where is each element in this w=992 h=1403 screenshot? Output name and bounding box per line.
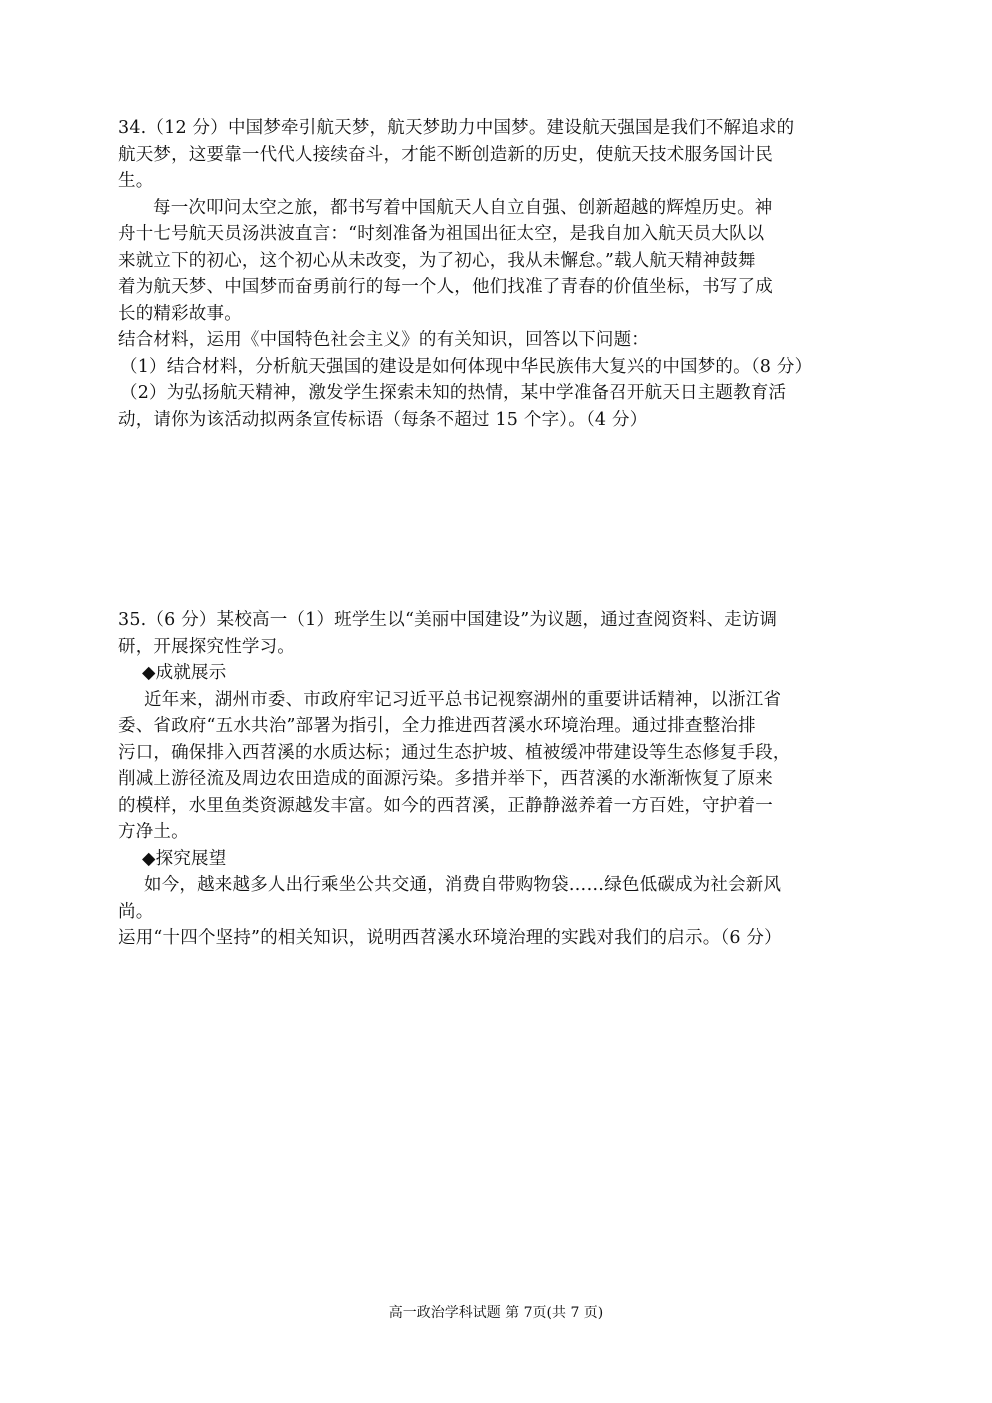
q34-line: 34.（12 分）中国梦牵引航天梦，航天梦助力中国梦。建设航天强国是我们不解追求的 — [118, 118, 795, 138]
question-34 — [118, 115, 888, 433]
q34-subquestion-1: （1）结合材料，分析航天强国的建设是如何体现中华民族伟大复兴的中国梦的。（8 分） — [120, 356, 813, 377]
q35-line: 方净土。 — [118, 822, 189, 842]
q35-line: 的模样，水里鱼类资源越发丰富。如今的西苕溪，正静静滋养着一方百姓，守护着一 — [118, 795, 773, 816]
q34-line: 舟十七号航天员汤洪波直言：“时刻准备为祖国出征太空，是我自加入航天员大队以 — [118, 224, 765, 244]
q34-line: 着为航天梦、中国梦而奋勇前行的每一个人，他们找准了青春的价值坐标，书写了成 — [118, 277, 773, 297]
q34-line: 航天梦，这要靠一代代人接续奋斗，才能不断创造新的历史，使航天技术服务国计民 — [118, 144, 773, 165]
section-heading-outlook: ◆探究展望 — [142, 848, 227, 869]
page-footer: 高一政治学科试题 第 7页(共 7 页) — [388, 1305, 604, 1321]
q34-subquestion-2: （2）为弘扬航天精神，激发学生探索未知的热情，某中学准备召开航天日主题教育活 — [120, 383, 787, 403]
section-heading-achievements: ◆成就展示 — [142, 663, 227, 683]
q35-line: 如今，越来越多人出行乘坐公共交通，消费自带购物袋……绿色低碳成为社会新风 — [144, 875, 782, 895]
q35-prompt: 运用“十四个坚持”的相关知识，说明西苕溪水环境治理的实践对我们的启示。（6 分） — [118, 928, 782, 948]
q34-line: 结合材料，运用《中国特色社会主义》的有关知识，回答以下问题： — [118, 330, 649, 350]
q34-line: 来就立下的初心，这个初心从未改变，为了初心，我从未懈怠。”载人航天精神鼓舞 — [118, 250, 756, 271]
q35-line: 尚。 — [118, 901, 154, 922]
question-35 — [118, 607, 888, 952]
q35-line: 委、省政府“五水共治”部署为指引，全力推进西苕溪水环境治理。通过排查整治排 — [118, 716, 756, 736]
q35-line: 污口，确保排入西苕溪的水质达标；通过生态护坡、植被缓冲带建设等生态修复手段， — [118, 742, 791, 763]
q35-line: 研，开展探究性学习。 — [118, 636, 295, 657]
q35-line: 35.（6 分）某校高一（1）班学生以“美丽中国建设”为议题，通过查阅资料、走访调 — [118, 610, 778, 630]
q34-line: 每一次叩问太空之旅，都书写着中国航天人自立自强、创新超越的辉煌历史。神 — [153, 197, 773, 218]
q34-line: 长的精彩故事。 — [118, 303, 242, 324]
q35-line: 削减上游径流及周边农田造成的面源污染。多措并举下，西苕溪的水渐渐恢复了原来 — [118, 769, 773, 789]
q35-line: 近年来，湖州市委、市政府牢记习近平总书记视察湖州的重要讲话精神，以浙江省 — [144, 689, 782, 710]
q34-line: 动，请你为该活动拟两条宣传标语（每条不超过 15 个字）。（4 分） — [118, 409, 648, 430]
q34-line: 生。 — [118, 171, 154, 191]
